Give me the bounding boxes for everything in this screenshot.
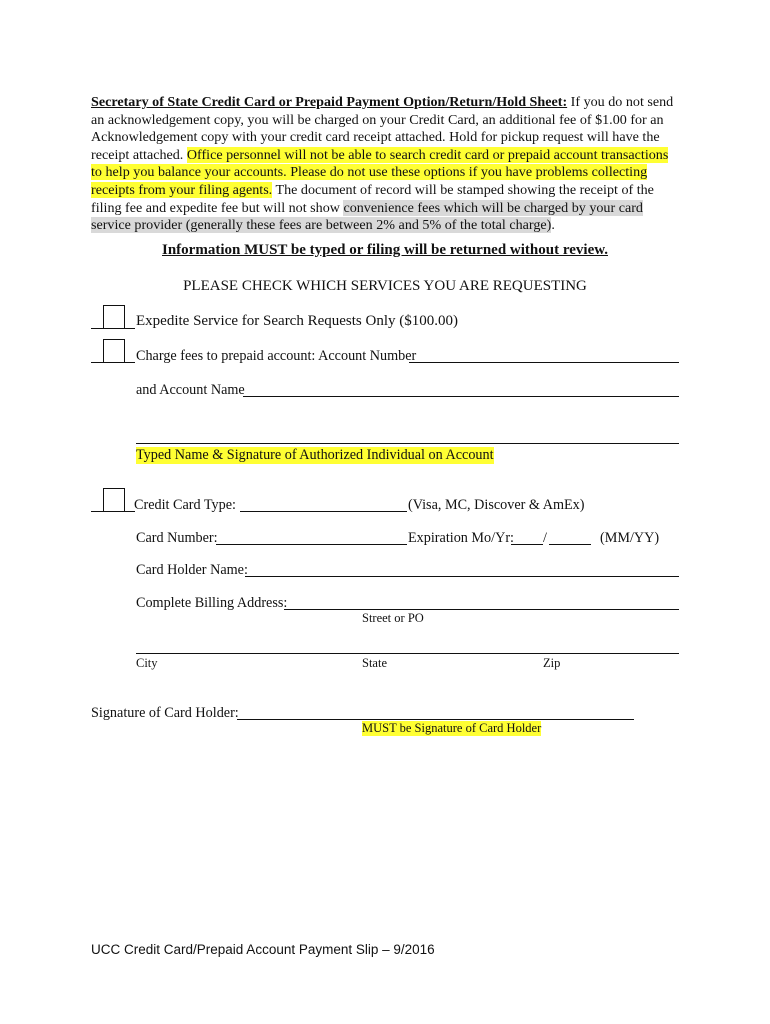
form-title: Secretary of State Credit Card or Prepaid Payment Option/Return/Hold Sheet: bbox=[91, 94, 568, 110]
street-label: Street or PO bbox=[362, 611, 424, 625]
state-label: State bbox=[362, 656, 387, 670]
intro-text-3: . bbox=[551, 217, 555, 234]
expiration-year-field[interactable] bbox=[549, 544, 591, 545]
signature-note: MUST be Signature of Card Holder bbox=[362, 721, 542, 735]
account-name-label: and Account Name bbox=[136, 382, 245, 398]
intro-paragraph bbox=[91, 94, 681, 235]
card-holder-name-label: Card Holder Name: bbox=[136, 562, 248, 578]
card-holder-name-field[interactable] bbox=[245, 576, 679, 577]
zip-label: Zip bbox=[543, 656, 561, 670]
please-check-heading: PLEASE CHECK WHICH SERVICES YOU ARE REQUESTING bbox=[183, 278, 587, 294]
card-number-field[interactable] bbox=[216, 544, 407, 545]
expiration-month-field[interactable] bbox=[511, 544, 543, 545]
footer-text: UCC Credit Card/Prepaid Account Payment Slip – 9/2016 bbox=[91, 942, 435, 957]
intro-text-2: The document of record will be stamped showing the receipt of the filing fee and expedite fee but will not show bbox=[91, 181, 654, 216]
card-type-field[interactable] bbox=[240, 511, 407, 512]
intro-highlight-yellow: Office personnel will not be able to search credit card or prepaid account transactions to help you balance your accounts. Please do not use these options if you have problems collecting receipts from your filing agents. bbox=[91, 146, 669, 198]
expiration-label: Expiration Mo/Yr: bbox=[408, 530, 514, 546]
authorized-signature-label: Typed Name & Signature of Authorized Individual on Account bbox=[136, 447, 494, 463]
card-type-note: (Visa, MC, Discover & AmEx) bbox=[408, 497, 585, 513]
intro-text-1: If you do not send an acknowledgement copy, you will be charged on your Credit Card, an additional fee of $1.00 for an Acknowledgement copy with your credit card receipt attached. Hold for pickup request will have the receipt attached. bbox=[91, 94, 674, 163]
card-holder-signature-field[interactable] bbox=[237, 719, 634, 720]
credit-card-checkbox[interactable] bbox=[103, 488, 125, 512]
expedite-checkbox[interactable] bbox=[103, 305, 125, 329]
expiration-format: (MM/YY) bbox=[600, 530, 660, 546]
city-label: City bbox=[136, 656, 158, 670]
account-name-field[interactable] bbox=[243, 396, 679, 397]
billing-city-state-zip-field[interactable] bbox=[136, 653, 679, 654]
account-number-label: Charge fees to prepaid account: Account Number bbox=[136, 348, 417, 364]
account-number-field[interactable] bbox=[409, 362, 679, 363]
authorized-signature-field[interactable] bbox=[136, 443, 679, 444]
card-number-label: Card Number: bbox=[136, 530, 218, 546]
typed-warning: Information MUST be typed or filing will be returned without review. bbox=[162, 242, 608, 258]
intro-highlight-gray: convenience fees which will be charged by your card service provider (generally these fees are between 2% and 5% of the total charge) bbox=[91, 199, 643, 234]
card-holder-signature-label: Signature of Card Holder: bbox=[91, 705, 239, 721]
prepaid-checkbox[interactable] bbox=[103, 339, 125, 363]
billing-street-field[interactable] bbox=[284, 609, 679, 610]
billing-address-label: Complete Billing Address: bbox=[136, 595, 288, 611]
expiration-separator: / bbox=[543, 530, 547, 546]
expedite-label: Expedite Service for Search Requests Only ($100.00) bbox=[136, 313, 458, 329]
card-type-label: Credit Card Type: bbox=[134, 497, 236, 513]
